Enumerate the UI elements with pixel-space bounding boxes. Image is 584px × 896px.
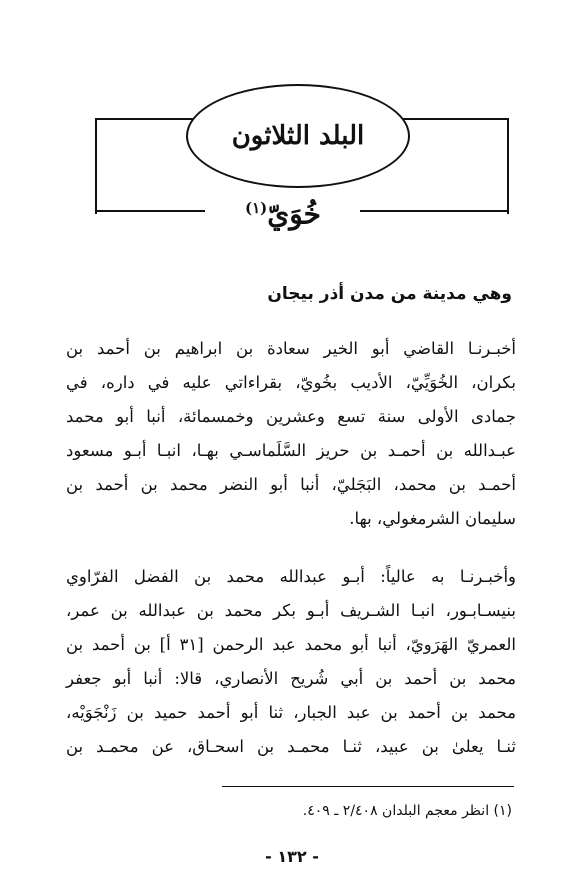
- divider-right: [360, 210, 507, 212]
- place-name: خُوَيّ: [267, 197, 321, 231]
- text-line: محمد بن أحمد بن عبد الجبار، ثنا أبو أحمد حميد بن زَنْجَوَيْه،: [66, 703, 516, 722]
- place-title: [208, 188, 358, 234]
- text-line: بنيسـابـور، انبـا الشـريف أبـو بكر محمد بن عبدالله بن عمر،: [66, 601, 516, 620]
- text-line: العمريّ الهَرَويّ، أنبا أبو محمد عبد الرحمن [٣١ أ] بن أحمد بن: [66, 635, 516, 654]
- text-line: جمادى الأولى سنة تسع وعشرين وخمسمائة، أنبا أبو محمد: [66, 407, 516, 426]
- footnote: (١) انظر معجم البلدان ٢/٤٠٨ ـ ٤٠٩.: [302, 803, 512, 819]
- page-number: - ١٣٢ -: [265, 847, 319, 866]
- chapter-title-oval: [186, 84, 410, 188]
- text-line: أحمـد بن محمد، البَجَليّ، أنبا أبو النضر محمد بن أحمد بن: [66, 475, 516, 494]
- paragraph-1: [66, 332, 516, 536]
- text-line: سليمان الشرمغولي، بها.: [349, 509, 516, 528]
- text-line: عبـدالله بن أحمـد بن حريز السَّلَماسـي بهـا، انبـا أبـو مسعود: [66, 441, 516, 460]
- subheading: وهي مدينة من مدن أذر بيجان: [267, 284, 512, 304]
- footnote-rule: [222, 786, 514, 787]
- chapter-title: البلد الثلاثون: [231, 121, 365, 151]
- text-line: محمد بن أحمد بن أبي شُريح الأنصاري، قالا: أنبا أبو جعفر: [66, 669, 516, 688]
- divider-left: [95, 210, 205, 212]
- text-line: بكران، الخُوَيِّيّ، الأديب بخُويّ، بقراءاتي عليه في داره، في: [66, 373, 516, 392]
- footnote-marker: (١): [245, 199, 268, 217]
- text-line: أخبـرنـا القاضي أبو الخير سعادة بن ابراهيم بن أحمد بن: [66, 339, 516, 358]
- paragraph-2: [66, 560, 516, 764]
- text-line: وأخبـرنـا به عالياً: أبـو عبدالله محمد بن الفضل الفرّاوي: [66, 567, 516, 586]
- text-line: ثنـا يعلىٰ بن عبيد، ثنـا محمـد بن اسحـاق، عن محمـد بن: [66, 737, 516, 756]
